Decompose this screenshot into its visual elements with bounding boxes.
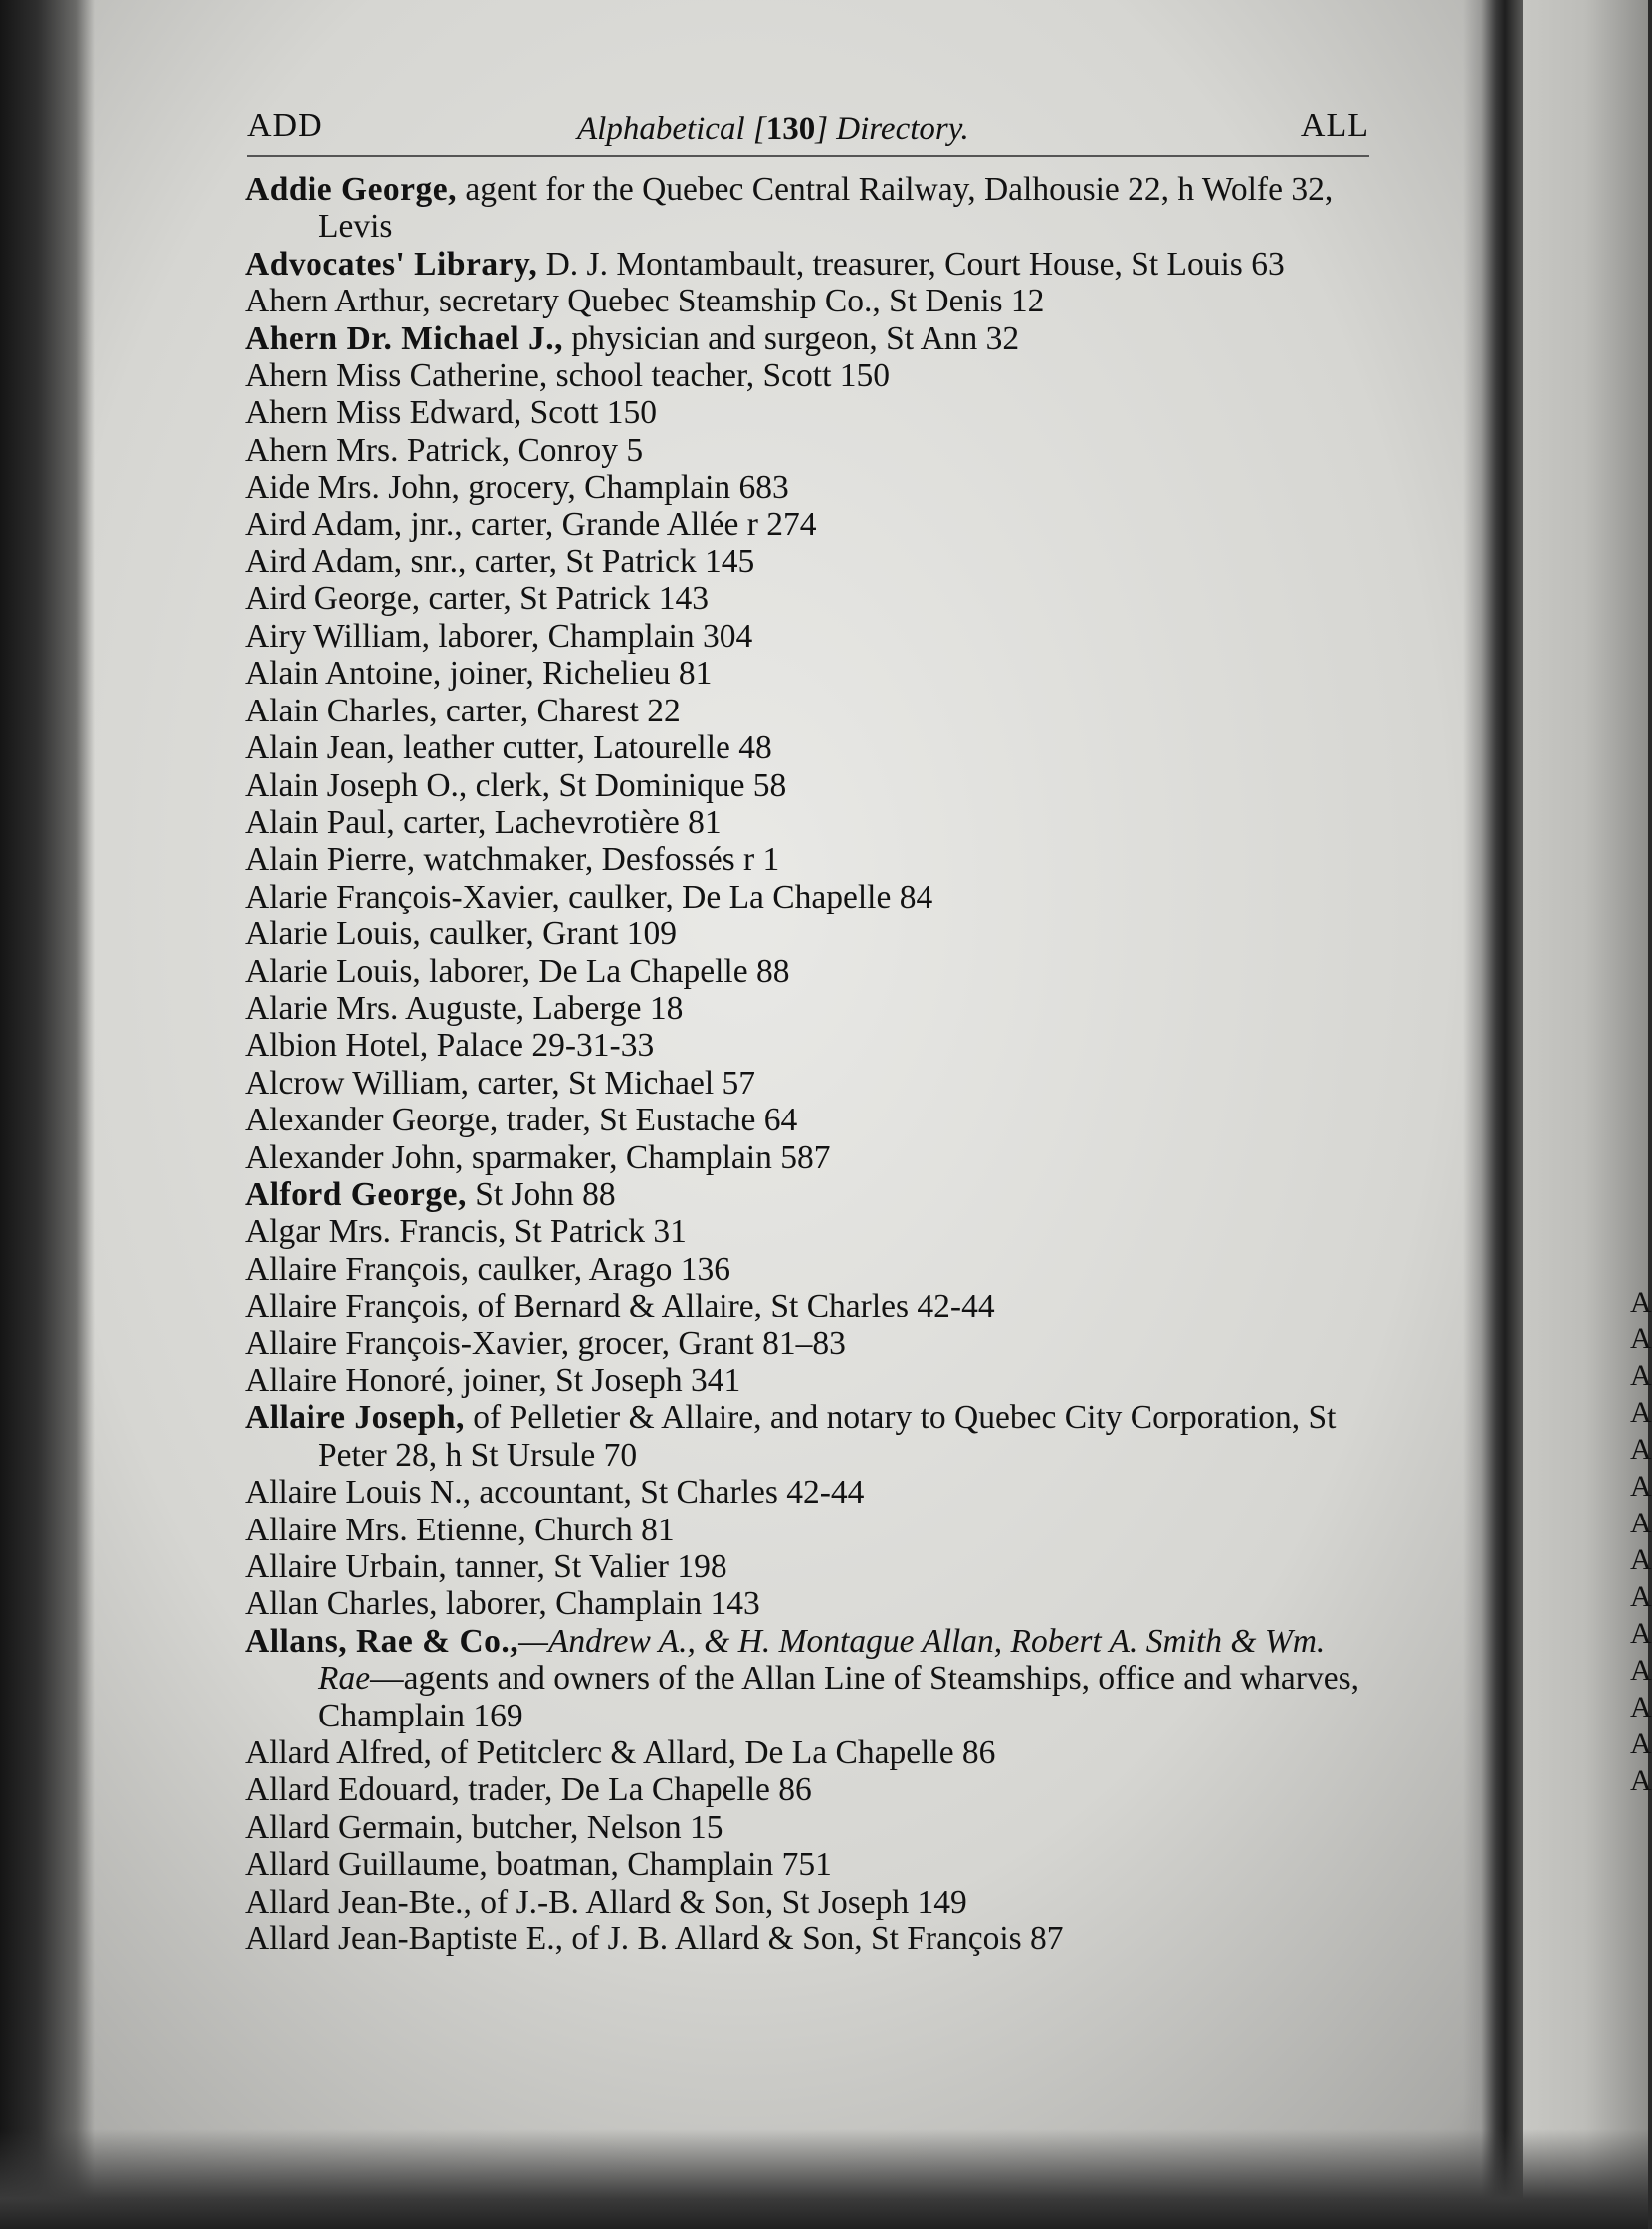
directory-entry [245, 1771, 1374, 1808]
entry-text: Aird George, carter, St Patrick 143 [245, 580, 709, 618]
entry-text: Ahern Miss Catherine, school teacher, Scott 150 [245, 357, 891, 395]
directory-entry [245, 543, 1374, 580]
entry-text: Alain Joseph O., clerk, St Dominique 58 [245, 766, 787, 804]
entry-text: Allaire Honoré, joiner, St Joseph 341 [245, 1362, 741, 1399]
directory-entries [245, 171, 1374, 1958]
entry-name-bold: Alford George, [245, 1175, 467, 1213]
entry-text: Allard Edouard, trader, De La Chapelle 86 [245, 1771, 812, 1809]
entry-partners-italic: —Andrew A., & H. Montague Allan, Robert A. Smith & Wm. Rae [318, 1622, 1326, 1698]
directory-entry [245, 655, 1374, 692]
entry-text: Alain Pierre, watchmaker, Desfossés r 1 [245, 841, 780, 879]
entry-text: Alcrow William, carter, St Michael 57 [245, 1064, 756, 1102]
directory-entry [245, 990, 1374, 1027]
entry-name-bold: Allaire Joseph, [245, 1399, 465, 1437]
directory-entry [245, 1027, 1374, 1064]
adjacent-page-letter: A [1630, 1580, 1652, 1613]
directory-entry [245, 1623, 1374, 1734]
directory-entry [245, 1884, 1374, 1921]
directory-entry [245, 1512, 1374, 1548]
entry-text: Algar Mrs. Francis, St Patrick 31 [245, 1213, 687, 1251]
directory-entry [245, 618, 1374, 655]
header-rule [247, 155, 1369, 157]
directory-entry [245, 841, 1374, 878]
entry-name-bold: Ahern Dr. Michael J., [245, 319, 564, 357]
adjacent-page-letter: A [1630, 1507, 1652, 1539]
book-left-edge [0, 0, 95, 2229]
entry-text: Allard Jean-Bte., of J.-B. Allard & Son, St Joseph 149 [245, 1883, 967, 1921]
adjacent-page-letter: A [1630, 1654, 1652, 1687]
directory-entry [245, 1921, 1374, 1957]
adjacent-page-letter: A [1630, 1691, 1652, 1723]
adjacent-page-letter: A [1630, 1322, 1652, 1355]
directory-entry [245, 1548, 1374, 1585]
entry-text: Aird Adam, snr., carter, St Patrick 145 [245, 543, 755, 581]
directory-entry [245, 767, 1374, 804]
directory-entry [245, 1176, 1374, 1213]
entry-text: Allan Charles, laborer, Champlain 143 [245, 1585, 760, 1623]
entry-text: Alarie Louis, caulker, Grant 109 [245, 915, 678, 953]
directory-entry [245, 1399, 1374, 1474]
entry-text: Allaire François-Xavier, grocer, Grant 81–83 [245, 1324, 846, 1362]
entry-name-bold: Addie George, [245, 171, 458, 208]
directory-entry [245, 1288, 1374, 1324]
directory-entry [245, 469, 1374, 506]
directory-entry [245, 879, 1374, 915]
entry-text: Allaire Urbain, tanner, St Valier 198 [245, 1548, 727, 1586]
entry-text: —agents and owners of the Allan Line of Steamships, office and wharves, Champlain 169 [318, 1660, 1359, 1734]
entry-text: Aird Adam, jnr., carter, Grande Allée r 274 [245, 506, 817, 543]
entry-text: Alain Charles, carter, Charest 22 [245, 692, 681, 729]
entry-text: Alexander John, sparmaker, Champlain 587 [245, 1138, 831, 1176]
page-number: 130 [765, 111, 816, 147]
entry-text: Alain Jean, leather cutter, Latourelle 48 [245, 729, 772, 767]
entry-text: Alexander George, trader, St Eustache 64 [245, 1102, 798, 1139]
entry-text: Alarie Louis, laborer, De La Chapelle 88 [245, 952, 790, 990]
directory-entry [245, 1809, 1374, 1846]
directory-entry [245, 171, 1374, 246]
directory-entry [245, 1102, 1374, 1138]
directory-entry [245, 1362, 1374, 1399]
entry-name-bold: Advocates' Library, [245, 245, 538, 283]
header-right-guide: ALL [1300, 107, 1369, 144]
directory-entry [245, 1474, 1374, 1511]
entry-text: agent for the Quebec Central Railway, Dalhousie 22, h Wolfe 32, Levis [318, 171, 1334, 246]
entry-text: D. J. Montambault, treasurer, Court House, St Louis 63 [537, 245, 1285, 283]
entry-text: Alarie Mrs. Auguste, Laberge 18 [245, 989, 684, 1027]
entry-text: Allaire Mrs. Etienne, Church 81 [245, 1511, 675, 1548]
header-left-guide: ADD [247, 107, 323, 144]
directory-entry [245, 915, 1374, 952]
entry-text: Ahern Miss Edward, Scott 150 [245, 394, 658, 432]
directory-entry [245, 953, 1374, 990]
adjacent-page-edge [1523, 0, 1652, 2229]
entry-text: Allard Guillaume, boatman, Champlain 751 [245, 1846, 832, 1884]
directory-entry [245, 507, 1374, 543]
adjacent-page-letter: A [1630, 1543, 1652, 1576]
entry-text: Albion Hotel, Palace 29-31-33 [245, 1027, 655, 1065]
adjacent-page-letter: A [1630, 1286, 1652, 1318]
entry-text: Airy William, laborer, Champlain 304 [245, 617, 753, 655]
directory-entry [245, 357, 1374, 394]
entry-text: Allaire Louis N., accountant, St Charles 42-44 [245, 1474, 865, 1512]
adjacent-page-letter: A [1630, 1617, 1652, 1650]
adjacent-page-letters [1630, 1284, 1652, 1799]
page-header [247, 107, 1369, 151]
directory-entry [245, 1585, 1374, 1622]
entry-text: Allaire François, caulker, Arago 136 [245, 1250, 730, 1288]
directory-entry [245, 246, 1374, 283]
adjacent-page-letter: A [1630, 1359, 1652, 1392]
directory-entry [245, 1325, 1374, 1362]
entry-text: St John 88 [466, 1175, 616, 1213]
entry-text: physician and surgeon, St Ann 32 [563, 319, 1020, 357]
directory-entry [245, 432, 1374, 469]
directory-entry [245, 580, 1374, 617]
directory-entry [245, 729, 1374, 766]
directory-entry [245, 693, 1374, 729]
entry-text: Allard Germain, butcher, Nelson 15 [245, 1808, 723, 1846]
entry-text: Alain Paul, carter, Lachevrotière 81 [245, 803, 722, 841]
directory-entry [245, 1213, 1374, 1250]
entry-text: Allard Jean-Baptiste E., of J. B. Allard & Son, St François 87 [245, 1921, 1064, 1958]
entry-text: Aide Mrs. John, grocery, Champlain 683 [245, 469, 789, 507]
directory-entry [245, 1846, 1374, 1883]
directory-entry [245, 1251, 1374, 1288]
entry-name-bold: Allans, Rae & Co., [245, 1622, 519, 1660]
directory-entry [245, 1065, 1374, 1102]
entry-text: Alain Antoine, joiner, Richelieu 81 [245, 655, 713, 693]
adjacent-page-letter: A [1630, 1470, 1652, 1503]
directory-entry [245, 1139, 1374, 1176]
entry-text: Ahern Mrs. Patrick, Conroy 5 [245, 431, 644, 469]
adjacent-page-letter: A [1630, 1764, 1652, 1797]
directory-entry [245, 320, 1374, 357]
directory-entry [245, 804, 1374, 841]
entry-text: Allaire François, of Bernard & Allaire, St Charles 42-44 [245, 1288, 995, 1325]
adjacent-page-letter: A [1630, 1433, 1652, 1466]
entry-text: of Pelletier & Allaire, and notary to Quebec City Corporation, St Peter 28, h St Ursule 70 [318, 1399, 1337, 1474]
header-title: Alphabetical [130] Directory. [577, 111, 969, 147]
entry-text: Allard Alfred, of Petitclerc & Allard, De La Chapelle 86 [245, 1734, 996, 1772]
book-gutter [1463, 0, 1523, 2229]
directory-entry [245, 1734, 1374, 1771]
entry-text: Ahern Arthur, secretary Quebec Steamship Co., St Denis 12 [245, 283, 1045, 320]
adjacent-page-letter: A [1630, 1727, 1652, 1760]
page-bottom-shadow [0, 2129, 1648, 2229]
adjacent-page-letter: A [1630, 1396, 1652, 1429]
directory-entry [245, 394, 1374, 431]
directory-entry [245, 283, 1374, 319]
entry-text: Alarie François-Xavier, caulker, De La Chapelle 84 [245, 878, 933, 915]
